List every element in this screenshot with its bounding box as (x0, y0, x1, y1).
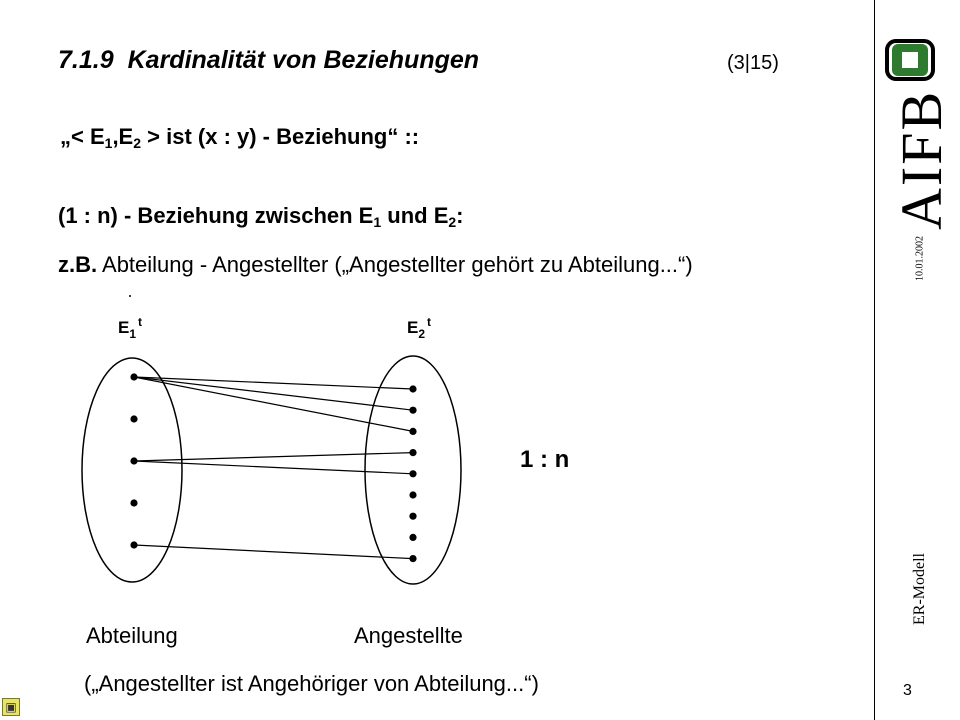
right-set-caption: Angestellte (354, 623, 463, 648)
window-icon[interactable]: ▣ (2, 698, 20, 716)
definition-sub: 2 (133, 135, 142, 151)
right-entity-point (409, 534, 416, 541)
set-sup: t (427, 315, 432, 329)
left-points (130, 373, 137, 548)
right-entity-point (409, 555, 416, 562)
title-text: Kardinalität von Beziehungen (127, 46, 480, 74)
mapping-line (134, 453, 413, 461)
sidebar-divider (874, 0, 875, 720)
relation-part: : (456, 203, 464, 228)
relation-part: und E (381, 203, 449, 228)
right-entity-point (409, 428, 416, 435)
diagram-footnote: („Angestellter ist Angehöriger von Abteilung...“) (84, 671, 539, 696)
section-number: 7.1.9 (58, 46, 114, 74)
set-base: E (118, 318, 130, 337)
mapping-line (134, 545, 413, 559)
right-entity-point (409, 513, 416, 520)
relation-sub: 1 (373, 214, 382, 230)
example-text: Abteilung - Angestellter („Angestellter gehört zu Abteilung...“) (97, 252, 693, 277)
mapping-line (134, 377, 413, 389)
right-entity-point (409, 449, 416, 456)
aifb-logo-text: AIFB (889, 89, 954, 230)
definition-part: > ist (x : y) - Beziehung“ :: (141, 124, 420, 149)
left-set-caption: Abteilung (86, 623, 178, 648)
left-set-ellipse (82, 358, 182, 582)
cardinality-ratio: 1 : n (520, 446, 570, 473)
page-number: 3 (903, 682, 912, 699)
right-entity-point (409, 491, 416, 498)
relation-part: (1 : n) - Beziehung zwischen E (58, 203, 374, 228)
left-entity-point (130, 457, 137, 464)
set-base: E (407, 318, 419, 337)
stray-mark (129, 295, 131, 297)
relation-sub: 2 (448, 214, 457, 230)
set-sub: 1 (129, 327, 137, 341)
slide-date: 10.01.2002 (914, 236, 926, 281)
definition-part: „< E (60, 124, 105, 149)
right-entity-point (409, 407, 416, 414)
set-sup: t (138, 315, 143, 329)
right-entity-point (409, 470, 416, 477)
mapping-line (134, 377, 413, 431)
aifb-logo-emblem (884, 38, 936, 82)
left-entity-point (130, 415, 137, 422)
mapping-lines (134, 377, 413, 559)
section-label: ER-Modell (911, 553, 928, 625)
page-reference: (3|15) (727, 52, 779, 74)
set-sub: 2 (418, 327, 426, 341)
left-entity-point (130, 541, 137, 548)
left-entity-point (130, 373, 137, 380)
mapping-line (134, 461, 413, 474)
left-entity-point (130, 499, 137, 506)
definition-part: ,E (112, 124, 134, 149)
example-prefix: z.B. (58, 252, 98, 277)
mapping-line (134, 377, 413, 410)
right-points (409, 385, 416, 562)
definition-sub: 1 (104, 135, 113, 151)
right-entity-point (409, 385, 416, 392)
